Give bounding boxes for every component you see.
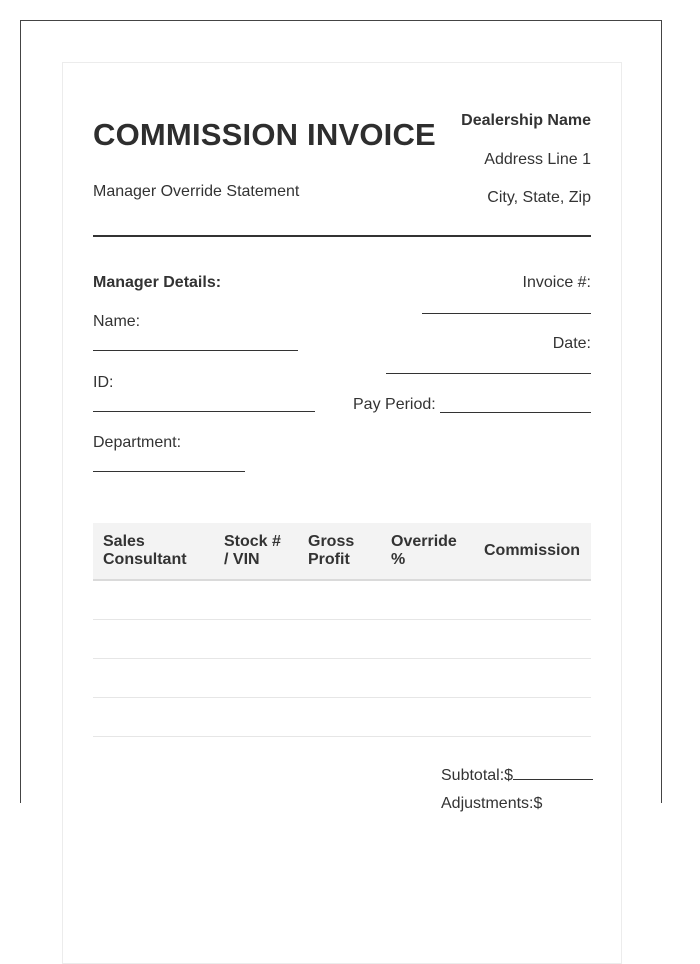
- dealership-block: [461, 111, 591, 227]
- dealership-address-line-2: City, State, Zip: [487, 189, 591, 206]
- invoice-paper: [62, 62, 622, 964]
- department-field[interactable]: [93, 471, 245, 472]
- table-row[interactable]: [93, 581, 591, 620]
- dealership-address-line-1: Address Line 1: [484, 150, 591, 168]
- manager-id-label: ID:: [93, 374, 114, 391]
- subtotal-field[interactable]: [513, 764, 593, 780]
- adjustments-label: Adjustments:$: [441, 795, 543, 812]
- invoice-number-label: Invoice #:: [522, 274, 591, 291]
- manager-name-field[interactable]: [93, 350, 298, 351]
- table-row[interactable]: [93, 698, 591, 737]
- column-header-text: Commission: [484, 542, 581, 559]
- manager-id-field[interactable]: [93, 411, 315, 412]
- column-header-stock-vin: [224, 523, 304, 579]
- column-header-override-percent: [391, 523, 471, 579]
- column-header-text: Override %: [391, 533, 457, 568]
- invoice-title: COMMISSION INVOICE: [93, 117, 436, 152]
- subtotal-label: Subtotal:$: [441, 767, 514, 784]
- invoice-number-field[interactable]: [422, 313, 591, 314]
- dealership-name: Dealership Name: [461, 112, 591, 129]
- commission-table-header: [93, 523, 591, 581]
- header-divider: [93, 235, 591, 237]
- document-frame: [20, 20, 662, 812]
- pay-period-field[interactable]: [440, 412, 591, 413]
- subtotal-line: [441, 764, 593, 785]
- adjustments-line: [441, 795, 542, 813]
- column-header-text: Stock # / VIN: [224, 533, 281, 568]
- table-row[interactable]: [93, 620, 591, 659]
- column-header-text: Gross Profit: [308, 533, 355, 568]
- invoice-date-field[interactable]: [386, 373, 591, 374]
- invoice-date-label: Date:: [552, 335, 591, 352]
- column-header-text: Sales Consultant: [103, 533, 187, 568]
- manager-name-label: Name:: [93, 313, 141, 330]
- invoice-subtitle: Manager Override Statement: [93, 183, 300, 200]
- manager-details-heading: Manager Details:: [93, 274, 222, 291]
- department-label: Department:: [93, 434, 182, 451]
- column-header-commission: [484, 523, 589, 579]
- column-header-sales-consultant: [103, 523, 213, 579]
- column-header-gross-profit: [308, 523, 378, 579]
- pay-period-label: Pay Period:: [353, 396, 436, 413]
- table-row[interactable]: [93, 659, 591, 698]
